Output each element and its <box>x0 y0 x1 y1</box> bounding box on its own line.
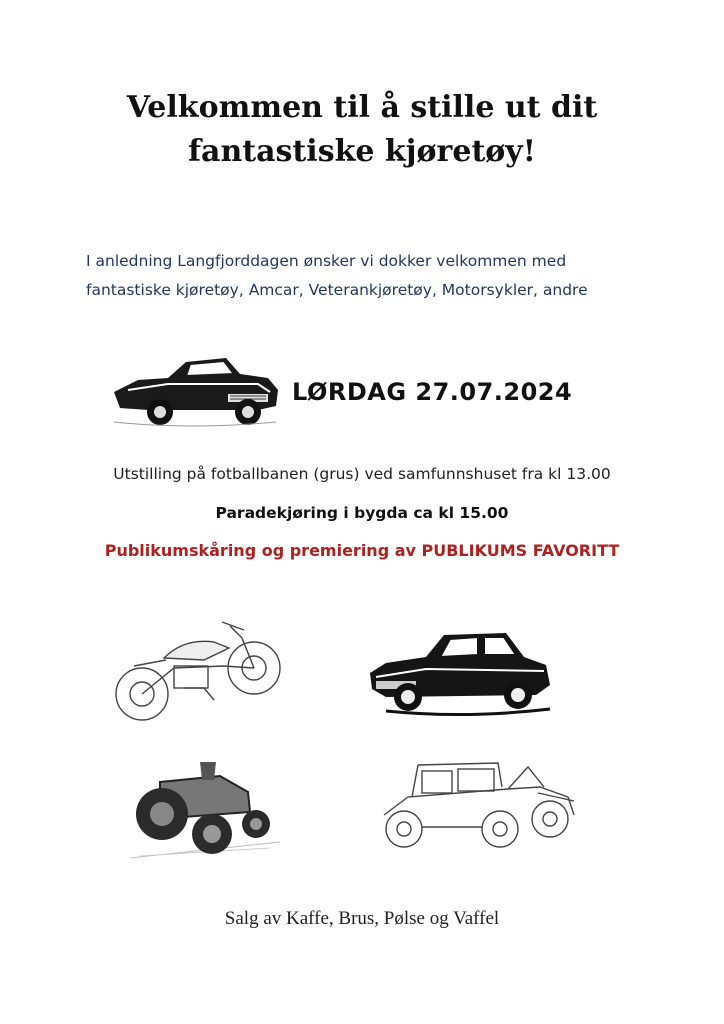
award-info: Publikumskåring og premiering av PUBLIKUMS FAVORITT <box>104 541 620 560</box>
motorcycle-icon <box>104 608 289 728</box>
event-date: LØRDAG 27.07.2024 <box>292 378 573 406</box>
classic-convertible-icon <box>108 350 283 432</box>
vintage-car-icon <box>378 757 578 853</box>
page-title <box>0 86 724 174</box>
title-line-1: Velkommen til å stille ut dit <box>126 90 598 125</box>
parade-info: Paradekjøring i bygda ca kl 15.00 <box>215 504 509 522</box>
fifties-sedan-icon <box>366 625 554 720</box>
tractor-caption-scribble <box>160 868 280 873</box>
intro-text <box>86 247 686 305</box>
title-line-2: fantastiske kjøretøy! <box>188 134 536 169</box>
vintage-tractor-icon <box>130 752 280 864</box>
intro-line-2: fantastiske kjøretøy, Amcar, Veterankjøretøy, Motorsykler, andre <box>86 281 588 299</box>
intro-line-1: I anledning Langfjorddagen ønsker vi dokker velkommen med <box>86 252 567 270</box>
exhibition-info: Utstilling på fotballbanen (grus) ved samfunnshuset fra kl 13.00 <box>113 465 611 483</box>
footer-sales: Salg av Kaffe, Brus, Pølse og Vaffel <box>224 908 500 929</box>
